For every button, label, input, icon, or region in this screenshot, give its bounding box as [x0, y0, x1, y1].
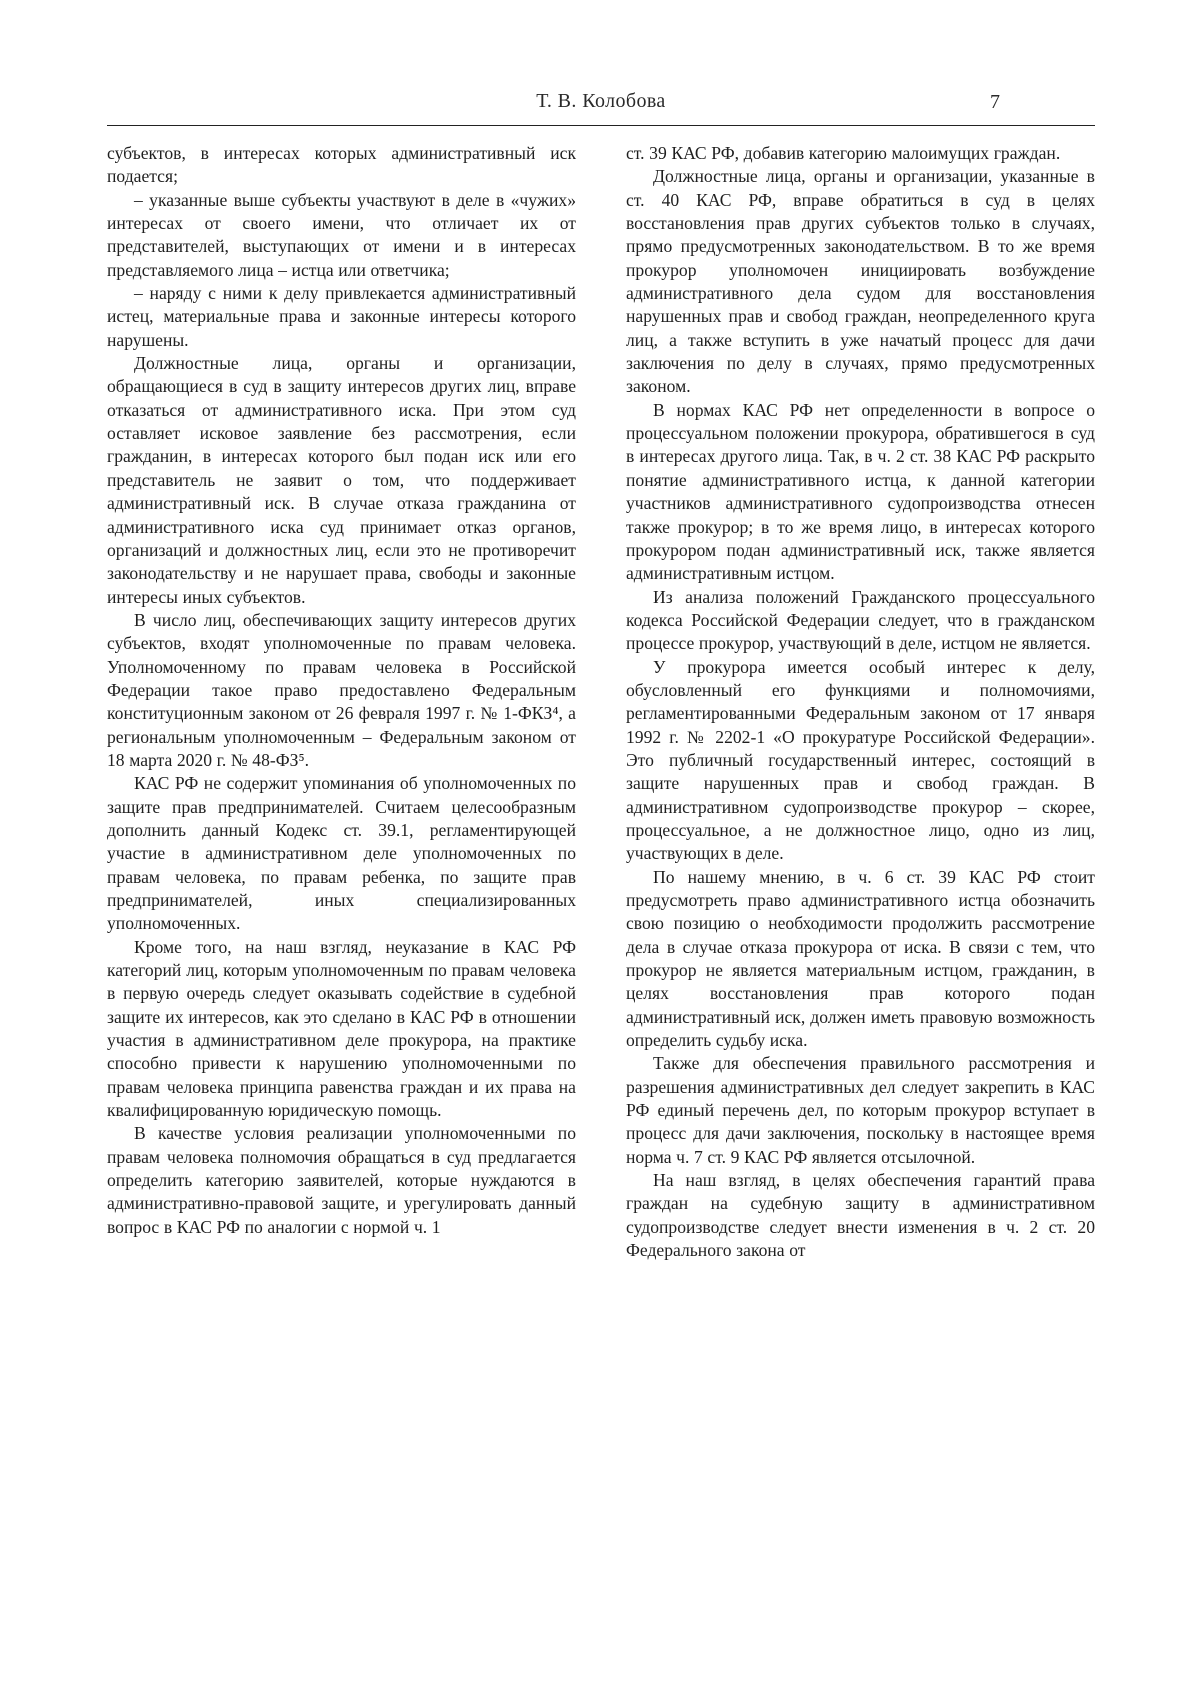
header-rule: [107, 125, 1095, 126]
paragraph: Из анализа положений Гражданского процессуального кодекса Российской Федерации следует, что в гражданском процессе прокурор, участвующий в деле, истцом не является.: [626, 586, 1095, 654]
paragraph: – указанные выше субъекты участвуют в деле в «чужих» интересах от своего имени, что отличает их от представителей, выступающих от имени и в интересах представляемого лица – истца или ответчика;: [107, 189, 576, 280]
paragraph: В число лиц, обеспечивающих защиту интересов других субъектов, входят уполномоченные по правам человека. Уполномоченному по правам человека в Российской Федерации такое право предоставлено Федеральным конституционным законом от 26 февраля 1997 г. № 1-ФКЗ⁴, а региональным уполномоченным – Федеральным законом от 18 марта 2020 г. № 48-ФЗ⁵.: [107, 609, 576, 770]
paragraph: – наряду с ними к делу привлекается административный истец, материальные права и законные интересы которого нарушены.: [107, 283, 576, 350]
running-head-author: Т. В. Колобова: [536, 90, 666, 112]
paragraph: Должностные лица, органы и организации, обращающиеся в суд в защиту интересов других лиц, вправе отказаться от административного иска. При этом суд оставляет исковое заявление без рассмотрения, если гражданин, в интересах которого был подан иск или его представитель не заявит о том, что поддерживает административный иск. В случае отказа гражданина от административного иска суд принимает отказ органов, организаций и должностных лиц, если это не противоречит законодательству и не нарушает права, свободы и законные интересы иных субъектов.: [107, 353, 576, 607]
paragraph: Кроме того, на наш взгляд, неуказание в КАС РФ категорий лиц, которым уполномоченным по правам человека в первую очередь следует оказывать содействие в судебной защите их интересов, как это сделано в КАС РФ в отношении участия в административном деле прокурора, на практике способно привести к нарушению уполномоченными по правам человека принципа равенства граждан и их права на квалифицированную юридическую помощь.: [107, 936, 576, 1121]
paragraph: В нормах КАС РФ нет определенности в вопросе о процессуальном положении прокурора, обратившегося в суд в интересах другого лица. Так, в ч. 2 ст. 38 КАС РФ раскрыто понятие административного истца, к данной категории участников административного судопроизводства отнесен также прокурор; в то же время лицо, в интересах которого прокурором подан административный иск, также является административным истцом.: [626, 399, 1095, 584]
page-header: [107, 90, 1095, 126]
paragraph: ст. 39 КАС РФ, добавив категорию малоимущих граждан.: [626, 143, 1061, 163]
paragraph: В качестве условия реализации уполномоченными по правам человека полномочия обращаться в суд предлагается определить категорию заявителей, которые нуждаются в административно-правовой защите, и урегулировать данный вопрос в КАС РФ по аналогии с нормой ч. 1: [107, 1123, 576, 1237]
article-body: [107, 142, 1095, 1263]
paragraph: субъектов, в интересах которых административный иск подается;: [107, 143, 576, 187]
page-number: 7: [990, 91, 1000, 113]
running-head: [107, 90, 1095, 118]
paragraph: КАС РФ не содержит упоминания об уполномоченных по защите прав предпринимателей. Считаем целесообразным дополнить данный Кодекс ст. 39.1, регламентирующей участие в административном деле уполномоченных по правам человека, по правам ребенка, по защите прав предпринимателей, иных специализированных уполномоченных.: [107, 773, 576, 934]
paragraph: У прокурора имеется особый интерес к делу, обусловленный его функциями и полномочиями, регламентированными Федеральным законом от 17 января 1992 г. № 2202-1 «О прокуратуре Российской Федерации». Это публичный государственный интерес, состоящий в защите нарушенных прав и свобод граждан. В административном судопроизводстве прокурор – скорее, процессуальное, а не должностное лицо, одно из лиц, участвующих в деле.: [626, 656, 1095, 864]
paragraph: По нашему мнению, в ч. 6 ст. 39 КАС РФ стоит предусмотреть право административного истца обозначить свою позицию о необходимости продолжить рассмотрение дела в случае отказа прокурора от иска. В связи с тем, что прокурор не является материальным истцом, гражданин, в целях восстановления прав которого подан административный иск, должен иметь правовую возможность определить судьбу иска.: [626, 866, 1095, 1051]
paragraph: Должностные лица, органы и организации, указанные в ст. 40 КАС РФ, вправе обратиться в суд в целях восстановления прав других субъектов только в случаях, прямо предусмотренных законодательством. В то же время прокурор уполномочен инициировать возбуждение административного дела судом для восстановления нарушенных прав и свобод граждан, неопределенного круга лиц, а также вступить в уже начатый процесс для дачи заключения по делу в случаях, прямо предусмотренных законом.: [626, 166, 1095, 397]
paragraph: Также для обеспечения правильного рассмотрения и разрешения административных дел следует закрепить в КАС РФ единый перечень дел, по которым прокурор вступает в процесс для дачи заключения, поскольку в настоящее время норма ч. 7 ст. 9 КАС РФ является отсылочной.: [626, 1053, 1095, 1167]
left-column: [107, 142, 576, 1263]
right-column: [626, 142, 1095, 1263]
paragraph: На наш взгляд, в целях обеспечения гарантий права граждан на судебную защиту в административном судопроизводстве следует внести изменения в ч. 2 ст. 20 Федерального закона от: [626, 1170, 1095, 1261]
